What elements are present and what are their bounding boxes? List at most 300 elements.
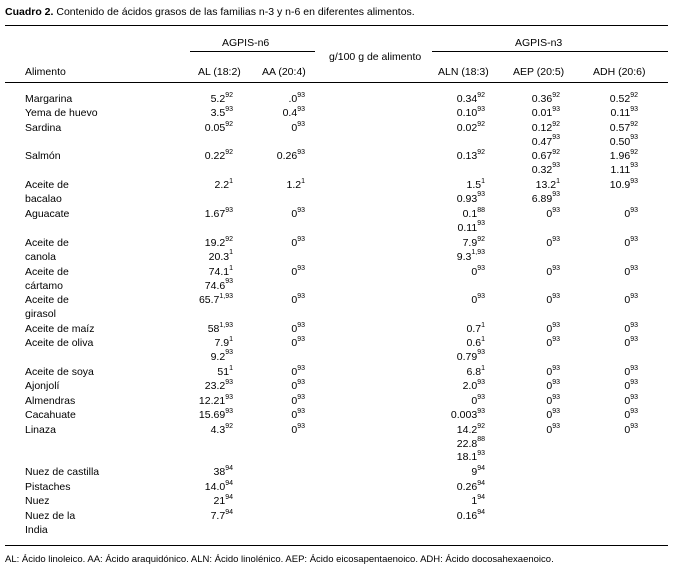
food-name-continued: India [25, 523, 48, 536]
reference-superscript: 1,93 [219, 292, 233, 300]
reference-superscript: 92 [225, 91, 233, 99]
value-number: 0 [291, 337, 298, 349]
value-al [205, 380, 233, 392]
reference-superscript: 93 [297, 335, 305, 343]
reference-superscript: 93 [477, 220, 485, 227]
reference-superscript: 93 [297, 235, 305, 243]
reference-superscript: 1 [229, 335, 233, 343]
reference-superscript: 93 [552, 206, 560, 214]
value-adh [624, 294, 638, 306]
value-al [209, 266, 233, 278]
n6-group-rule [190, 51, 315, 52]
reference-superscript: 93 [552, 422, 560, 430]
reference-superscript: 93 [552, 105, 560, 113]
top-rule [5, 25, 668, 26]
food-name-continued: girasol [25, 307, 56, 320]
value-adh [624, 237, 638, 249]
reference-superscript: 92 [552, 91, 560, 99]
food-name: Pistaches [25, 481, 71, 493]
value-aln [457, 122, 485, 134]
reference-superscript: 88 [477, 436, 485, 443]
value-number: 0 [291, 395, 298, 407]
value-al [205, 481, 233, 493]
food-name: Aceite de oliva [25, 337, 94, 349]
value-number: 7.7 [210, 510, 226, 522]
value-number: 6.89 [531, 192, 553, 205]
value-number: 0.13 [456, 150, 478, 162]
value-number: 0.79 [456, 350, 478, 363]
value-aa [291, 424, 305, 436]
reference-superscript: 93 [552, 292, 560, 300]
value-number: 0 [546, 337, 553, 349]
reference-superscript: 93 [630, 407, 638, 415]
value-number: 18.1 [456, 451, 478, 463]
food-name: Aceite de soya [25, 366, 94, 378]
value-number: 0 [624, 395, 631, 407]
value-number: 0 [624, 323, 631, 335]
value-al [205, 208, 233, 220]
value-aa [291, 409, 305, 421]
reference-superscript: 1 [481, 321, 485, 329]
value-adh [624, 323, 638, 335]
value-number: 0 [546, 366, 553, 378]
reference-superscript: 93 [297, 364, 305, 372]
reference-superscript: 1,93 [219, 321, 233, 329]
reference-superscript: 93 [552, 378, 560, 386]
value-aep [532, 93, 560, 105]
value-number: .0 [288, 93, 298, 105]
food-name: Yema de huevo [25, 107, 98, 119]
reference-superscript: 93 [630, 235, 638, 243]
value-number: 0 [291, 208, 298, 220]
reference-superscript: 93 [297, 292, 305, 300]
header-group-n6: AGPIS-n6 [222, 37, 270, 49]
value-number: 3.5 [210, 107, 226, 119]
value-al [205, 237, 233, 249]
value-number: 0.67 [531, 150, 553, 162]
value-aa [291, 122, 305, 134]
value-number: 14.2 [456, 424, 478, 436]
value-number: 0.10 [456, 107, 478, 119]
value-number: 0 [546, 424, 553, 436]
value-aep [536, 179, 560, 191]
food-name: Sardina [25, 122, 62, 134]
value-number: 0.003 [450, 409, 478, 421]
reference-superscript: 93 [630, 177, 638, 185]
reference-superscript: 93 [477, 292, 485, 300]
value-number: 1.96 [609, 150, 631, 162]
reference-superscript: 92 [477, 422, 485, 430]
value-aep [532, 136, 560, 148]
value-number: 14.0 [204, 481, 226, 493]
value-aep [532, 122, 560, 134]
value-aep [546, 395, 560, 407]
reference-superscript: 1 [481, 335, 485, 343]
reference-superscript: 94 [477, 493, 485, 501]
value-number: 0 [624, 366, 631, 378]
value-number: 7.9 [214, 337, 230, 349]
food-name: Nuez de la [25, 510, 76, 522]
reference-superscript: 94 [225, 479, 233, 487]
reference-superscript: 92 [225, 235, 233, 243]
reference-superscript: 93 [297, 148, 305, 156]
food-name: Nuez [25, 495, 50, 507]
footnote: AL: Ácido linoleico. AA: Ácido araquidónico. ALN: Ácido linolénico. AEP: Ácido eicosapentaenoico. ADH: Ácido docosahexaenoico. [5, 554, 554, 565]
reference-superscript: 93 [477, 449, 485, 457]
value-number: 0 [546, 237, 553, 249]
reference-superscript: 93 [225, 378, 233, 386]
value-aln [463, 208, 485, 220]
value-aln [457, 351, 485, 363]
value-number: 0 [624, 424, 631, 436]
value-number: 1.5 [466, 179, 482, 191]
food-name: Ajonjolí [25, 380, 60, 392]
value-number: 0.05 [204, 122, 226, 134]
value-number: 0 [471, 395, 478, 407]
value-number: 9.3 [456, 250, 472, 263]
reference-superscript: 94 [477, 508, 485, 516]
value-number: 0 [546, 208, 553, 220]
value-number: 0 [624, 208, 631, 220]
table-title [5, 6, 415, 18]
value-number: 0.57 [609, 122, 631, 134]
value-aln [457, 93, 485, 105]
reference-superscript: 1 [229, 249, 233, 256]
value-number: 0 [624, 337, 631, 349]
value-adh [610, 122, 638, 134]
reference-superscript: 93 [630, 264, 638, 272]
value-number: 0.02 [456, 122, 478, 134]
reference-superscript: 92 [630, 148, 638, 156]
food-name-continued: canola [25, 250, 56, 263]
reference-superscript: 93 [477, 191, 485, 198]
value-aep [532, 193, 560, 205]
reference-superscript: 1 [481, 177, 485, 185]
reference-superscript: 94 [477, 464, 485, 472]
value-al [214, 466, 233, 478]
value-number: 0.6 [466, 337, 482, 349]
value-number: 1 [471, 495, 478, 507]
value-aln [466, 337, 485, 349]
value-number: 0.34 [456, 93, 478, 105]
value-al [211, 93, 233, 105]
value-number: 0.4 [282, 107, 298, 119]
value-aep [546, 337, 560, 349]
value-adh [610, 93, 638, 105]
value-aln [457, 451, 485, 463]
food-name-continued: bacalao [25, 192, 62, 205]
food-name: Almendras [25, 395, 76, 407]
value-al [199, 294, 233, 306]
value-aln [466, 366, 485, 378]
value-number: 58 [207, 323, 220, 335]
value-al [214, 495, 233, 507]
reference-superscript: 93 [297, 91, 305, 99]
value-aa [291, 237, 305, 249]
reference-superscript: 94 [225, 493, 233, 501]
value-adh [624, 424, 638, 436]
value-adh [610, 136, 638, 148]
value-aa [291, 323, 305, 335]
value-aep [546, 266, 560, 278]
reference-superscript: 93 [477, 349, 485, 356]
value-number: 0.93 [456, 192, 478, 205]
reference-superscript: 93 [630, 422, 638, 430]
reference-superscript: 93 [630, 321, 638, 329]
value-aa [291, 337, 305, 349]
value-number: 0 [624, 237, 631, 249]
value-number: 0 [546, 294, 553, 306]
value-adh [624, 366, 638, 378]
value-number: 0.36 [531, 93, 553, 105]
reference-superscript: 92 [552, 120, 560, 128]
value-aep [546, 208, 560, 220]
value-adh [624, 337, 638, 349]
reference-superscript: 93 [630, 378, 638, 386]
value-adh [624, 395, 638, 407]
reference-superscript: 93 [630, 335, 638, 343]
value-number: 1.67 [204, 208, 226, 220]
value-number: 0.26 [456, 481, 478, 493]
reference-superscript: 93 [630, 206, 638, 214]
value-aa [277, 150, 305, 162]
value-aln [451, 409, 485, 421]
value-aln [471, 395, 485, 407]
value-adh [624, 409, 638, 421]
header-bottom-rule [5, 82, 668, 83]
value-number: 0 [291, 323, 298, 335]
value-adh [624, 208, 638, 220]
value-aa [291, 294, 305, 306]
value-number: 4.3 [210, 424, 226, 436]
value-number: 0 [471, 294, 478, 306]
header-unit: g/100 g de alimento [329, 51, 422, 63]
value-number: 9 [471, 466, 478, 478]
value-aep [546, 366, 560, 378]
reference-superscript: 94 [225, 464, 233, 472]
value-number: 0 [624, 380, 631, 392]
reference-superscript: 93 [297, 206, 305, 214]
value-number: 2.2 [214, 179, 230, 191]
value-aln [457, 510, 485, 522]
value-aep [546, 323, 560, 335]
value-aln [457, 481, 485, 493]
header-aa: AA (20:4) [262, 66, 306, 78]
value-number: 74.1 [208, 266, 230, 278]
food-name: Aceite de [25, 237, 69, 249]
value-al [199, 395, 233, 407]
table-title-text: Contenido de ácidos grasos de las familias n-3 y n-6 en diferentes alimentos. [53, 6, 415, 18]
value-aep [546, 380, 560, 392]
value-number: 0.11 [610, 107, 631, 119]
value-number: 12.21 [198, 395, 226, 407]
reference-superscript: 92 [477, 148, 485, 156]
food-name: Aceite de [25, 179, 69, 191]
value-number: 7.9 [462, 237, 478, 249]
value-adh [611, 164, 638, 176]
reference-superscript: 92 [225, 120, 233, 128]
value-aln [457, 193, 485, 205]
value-aln [457, 107, 485, 119]
value-number: 0 [291, 237, 298, 249]
reference-superscript: 92 [477, 235, 485, 243]
value-number: 0 [291, 409, 298, 421]
reference-superscript: 1 [556, 177, 560, 185]
value-number: 0.32 [531, 163, 553, 176]
value-aep [546, 294, 560, 306]
reference-superscript: 92 [630, 91, 638, 99]
value-al [211, 107, 233, 119]
value-aa [291, 266, 305, 278]
value-aln [471, 495, 485, 507]
reference-superscript: 93 [297, 407, 305, 415]
reference-superscript: 93 [477, 105, 485, 113]
food-name: Cacahuate [25, 409, 76, 421]
value-number: 0 [291, 266, 298, 278]
value-al [211, 510, 233, 522]
reference-superscript: 93 [225, 206, 233, 214]
reference-superscript: 93 [630, 364, 638, 372]
reference-superscript: 93 [477, 393, 485, 401]
reference-superscript: 93 [297, 393, 305, 401]
n3-group-rule [432, 51, 668, 52]
value-number: 13.2 [535, 179, 557, 191]
reference-superscript: 93 [630, 134, 638, 141]
reference-superscript: 93 [297, 105, 305, 113]
value-number: 0 [291, 122, 298, 134]
value-number: 0 [291, 294, 298, 306]
value-adh [610, 150, 638, 162]
value-number: 0.11 [457, 221, 478, 234]
value-number: 0 [546, 395, 553, 407]
value-al [209, 251, 233, 263]
reference-superscript: 93 [297, 422, 305, 430]
value-number: 0 [546, 409, 553, 421]
reference-superscript: 1 [229, 264, 233, 272]
value-number: 1.11 [610, 163, 631, 176]
food-name: Aguacate [25, 208, 70, 220]
reference-superscript: 93 [225, 393, 233, 401]
reference-superscript: 93 [630, 393, 638, 401]
value-adh [624, 266, 638, 278]
value-al [214, 179, 233, 191]
value-number: 0 [291, 424, 298, 436]
header-group-n3: AGPIS-n3 [515, 37, 563, 49]
value-aa [286, 179, 305, 191]
value-number: 0 [291, 366, 298, 378]
reference-superscript: 92 [630, 120, 638, 128]
value-aln [457, 438, 485, 450]
value-adh [611, 107, 638, 119]
value-number: 0.52 [609, 93, 631, 105]
reference-superscript: 93 [297, 378, 305, 386]
header-aep: AEP (20:5) [513, 66, 565, 78]
value-aln [466, 323, 485, 335]
reference-superscript: 93 [552, 393, 560, 401]
value-aln [466, 179, 485, 191]
value-aln [471, 294, 485, 306]
value-aep [546, 237, 560, 249]
value-number: 5.2 [210, 93, 226, 105]
reference-superscript: 93 [225, 349, 233, 356]
reference-superscript: 93 [225, 407, 233, 415]
value-number: 0 [471, 266, 478, 278]
value-aep [532, 150, 560, 162]
value-number: 22.8 [456, 437, 478, 450]
reference-superscript: 94 [225, 508, 233, 516]
value-aep [532, 107, 560, 119]
reference-superscript: 94 [477, 479, 485, 487]
food-name: Aceite de [25, 266, 69, 278]
value-al [211, 351, 233, 363]
reference-superscript: 93 [552, 264, 560, 272]
value-aa [291, 366, 305, 378]
reference-superscript: 1 [229, 177, 233, 185]
food-name: Nuez de castilla [25, 466, 100, 478]
value-number: 10.9 [609, 179, 631, 191]
value-aln [457, 150, 485, 162]
value-aa [288, 93, 305, 105]
value-number: 0.26 [276, 150, 298, 162]
reference-superscript: 93 [552, 335, 560, 343]
reference-superscript: 93 [297, 264, 305, 272]
value-al [205, 122, 233, 134]
value-aln [458, 222, 485, 234]
value-al [199, 409, 233, 421]
value-number: 0 [624, 409, 631, 421]
reference-superscript: 92 [552, 148, 560, 156]
value-number: 0.1 [462, 208, 478, 220]
value-number: 15.69 [198, 409, 226, 421]
food-name: Salmón [25, 150, 61, 162]
value-number: 0.01 [531, 107, 553, 119]
header-al: AL (18:2) [198, 66, 241, 78]
food-name: Aceite de maíz [25, 323, 95, 335]
value-aep [546, 409, 560, 421]
value-number: 38 [213, 466, 226, 478]
reference-superscript: 93 [552, 191, 560, 198]
reference-superscript: 92 [225, 422, 233, 430]
reference-superscript: 93 [630, 162, 638, 169]
reference-superscript: 93 [552, 364, 560, 372]
value-number: 0 [546, 266, 553, 278]
value-al [208, 323, 233, 335]
reference-superscript: 93 [630, 292, 638, 300]
value-aln [471, 466, 485, 478]
reference-superscript: 93 [552, 235, 560, 243]
reference-superscript: 93 [477, 378, 485, 386]
value-number: 65.7 [198, 294, 220, 306]
value-aln [457, 251, 485, 263]
value-al [211, 424, 233, 436]
value-number: 0.50 [609, 135, 631, 148]
value-number: 74.6 [204, 279, 226, 292]
value-al [214, 337, 233, 349]
value-number: 0 [546, 380, 553, 392]
reference-superscript: 93 [552, 134, 560, 141]
reference-superscript: 92 [225, 148, 233, 156]
reference-superscript: 93 [552, 407, 560, 415]
value-aa [291, 208, 305, 220]
value-number: 51 [217, 366, 230, 378]
reference-superscript: 93 [297, 321, 305, 329]
food-name: Aceite de [25, 294, 69, 306]
value-al [205, 280, 233, 292]
value-number: 9.2 [210, 350, 226, 363]
food-name: Linaza [25, 424, 56, 436]
value-number: 0.7 [466, 323, 482, 335]
reference-superscript: 93 [477, 407, 485, 415]
